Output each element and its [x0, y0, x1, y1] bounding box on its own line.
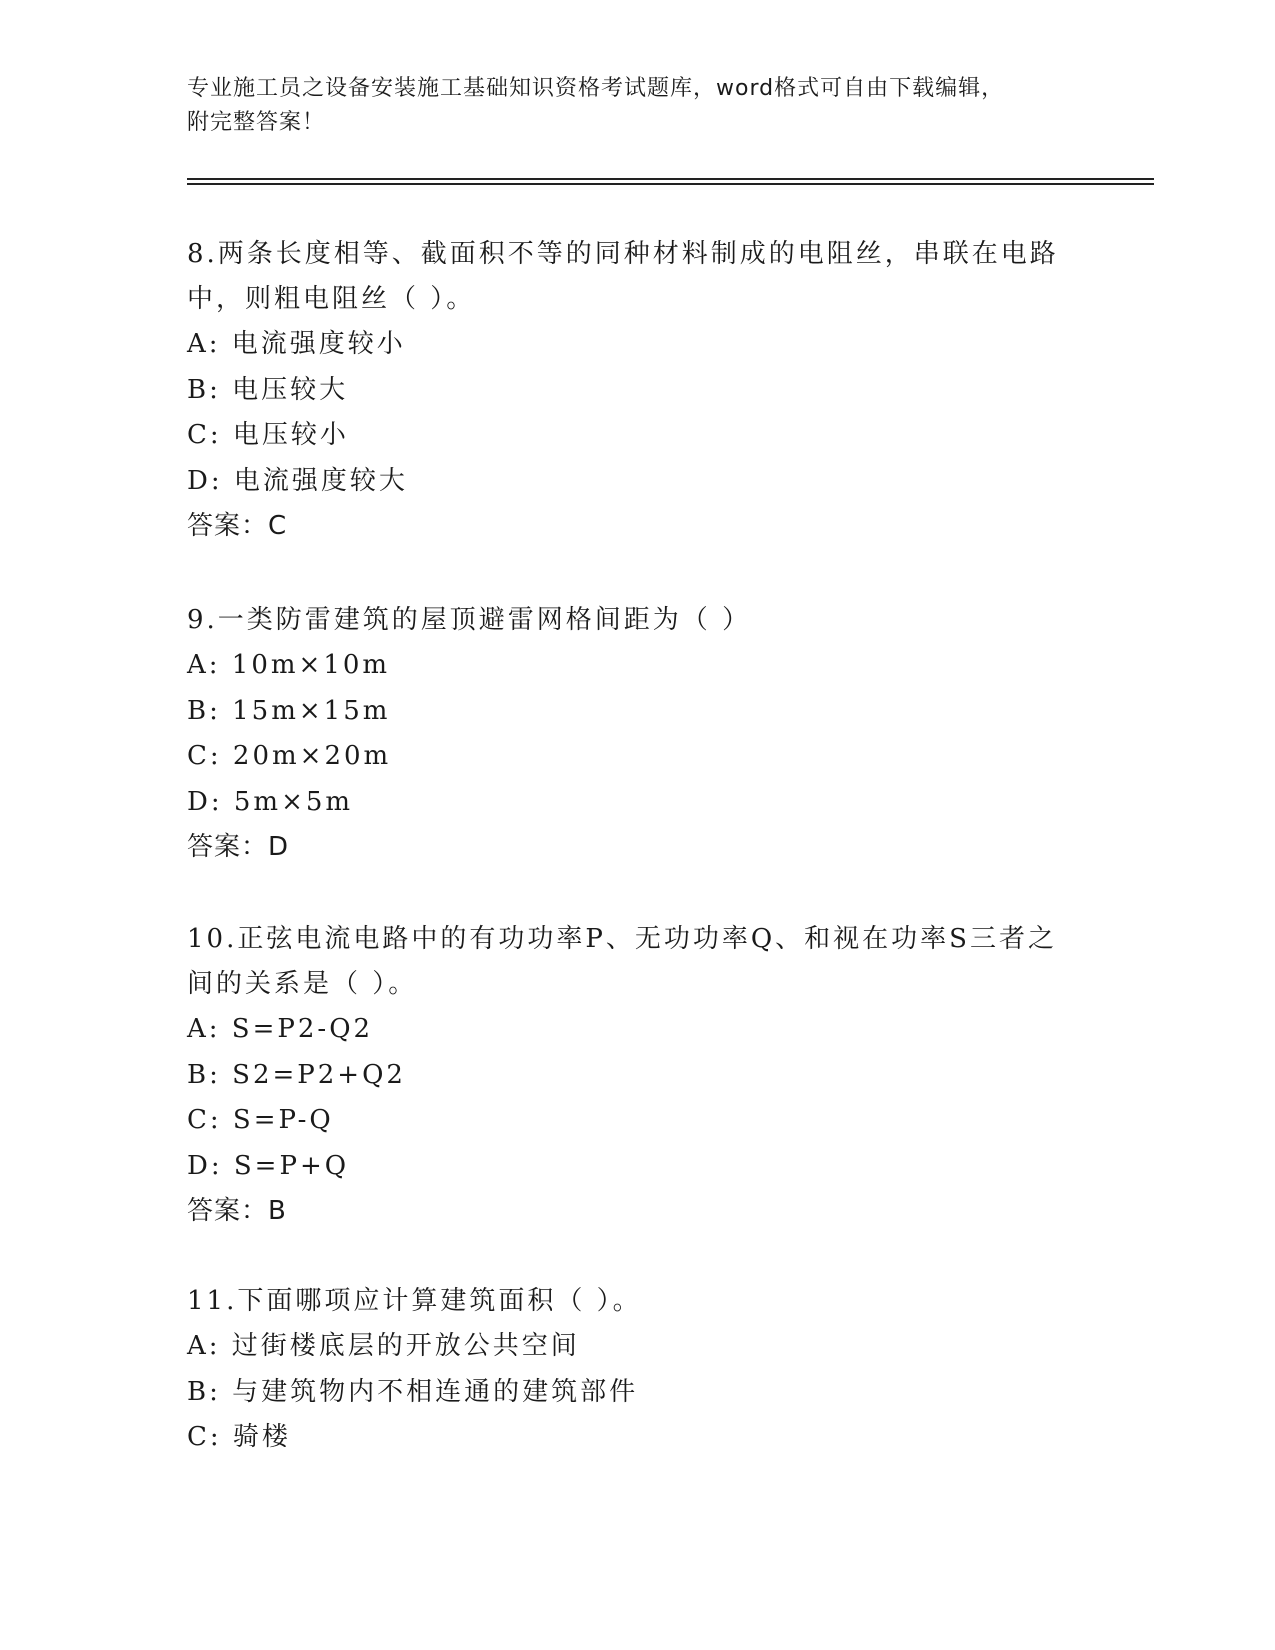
- header-divider-top: [187, 178, 1154, 180]
- option-d: D: S=P+Q: [187, 1150, 350, 1181]
- question-stem-line-1: 10.正弦电流电路中的有功功率P、无功功率Q、和视在功率S三者之: [187, 924, 1057, 954]
- question-9: [187, 598, 1067, 871]
- question-stem-line-2: 间的关系是（ ）。: [187, 969, 418, 999]
- question-8: [187, 232, 1067, 550]
- option-c: C: 骑楼: [187, 1422, 291, 1452]
- header-divider-bottom: [187, 183, 1154, 185]
- option-b: B: 15m×15m: [187, 695, 391, 726]
- option-b: B: 与建筑物内不相连通的建筑部件: [187, 1376, 639, 1407]
- answer-line: 答案：D: [187, 832, 290, 862]
- question-stem-line-1: 8.两条长度相等、截面积不等的同种材料制成的电阻丝，串联在电路: [187, 239, 1059, 269]
- option-b: B: S2=P2+Q2: [187, 1059, 406, 1090]
- option-c: C: 20m×20m: [187, 741, 392, 771]
- option-b: B: 电压较大: [187, 374, 349, 405]
- document-header: [187, 72, 1087, 140]
- header-line-2: 附完整答案！: [187, 110, 326, 135]
- header-line-1: 专业施工员之设备安装施工基础知识资格考试题库，word格式可自由下载编辑，: [187, 76, 1005, 101]
- option-d: D: 电流强度较大: [187, 465, 408, 496]
- option-a: A: 电流强度较小: [187, 329, 406, 359]
- question-stem-line-2: 中，则粗电阻丝（ ）。: [187, 284, 476, 314]
- option-a: A: S=P2-Q2: [187, 1014, 374, 1044]
- question-stem-line-1: 11.下面哪项应计算建筑面积（ ）。: [187, 1286, 642, 1316]
- question-stem-line-1: 9.一类防雷建筑的屋顶避雷网格间距为（ ）: [187, 605, 752, 635]
- option-d: D: 5m×5m: [187, 786, 354, 817]
- answer-line: 答案：C: [187, 511, 288, 541]
- option-a: A: 10m×10m: [187, 650, 391, 680]
- option-c: C: S=P-Q: [187, 1105, 334, 1135]
- question-11: [187, 1279, 1067, 1461]
- question-10: [187, 917, 1067, 1235]
- option-c: C: 电压较小: [187, 420, 349, 450]
- option-a: A: 过街楼底层的开放公共空间: [187, 1331, 580, 1361]
- answer-line: 答案：B: [187, 1196, 287, 1226]
